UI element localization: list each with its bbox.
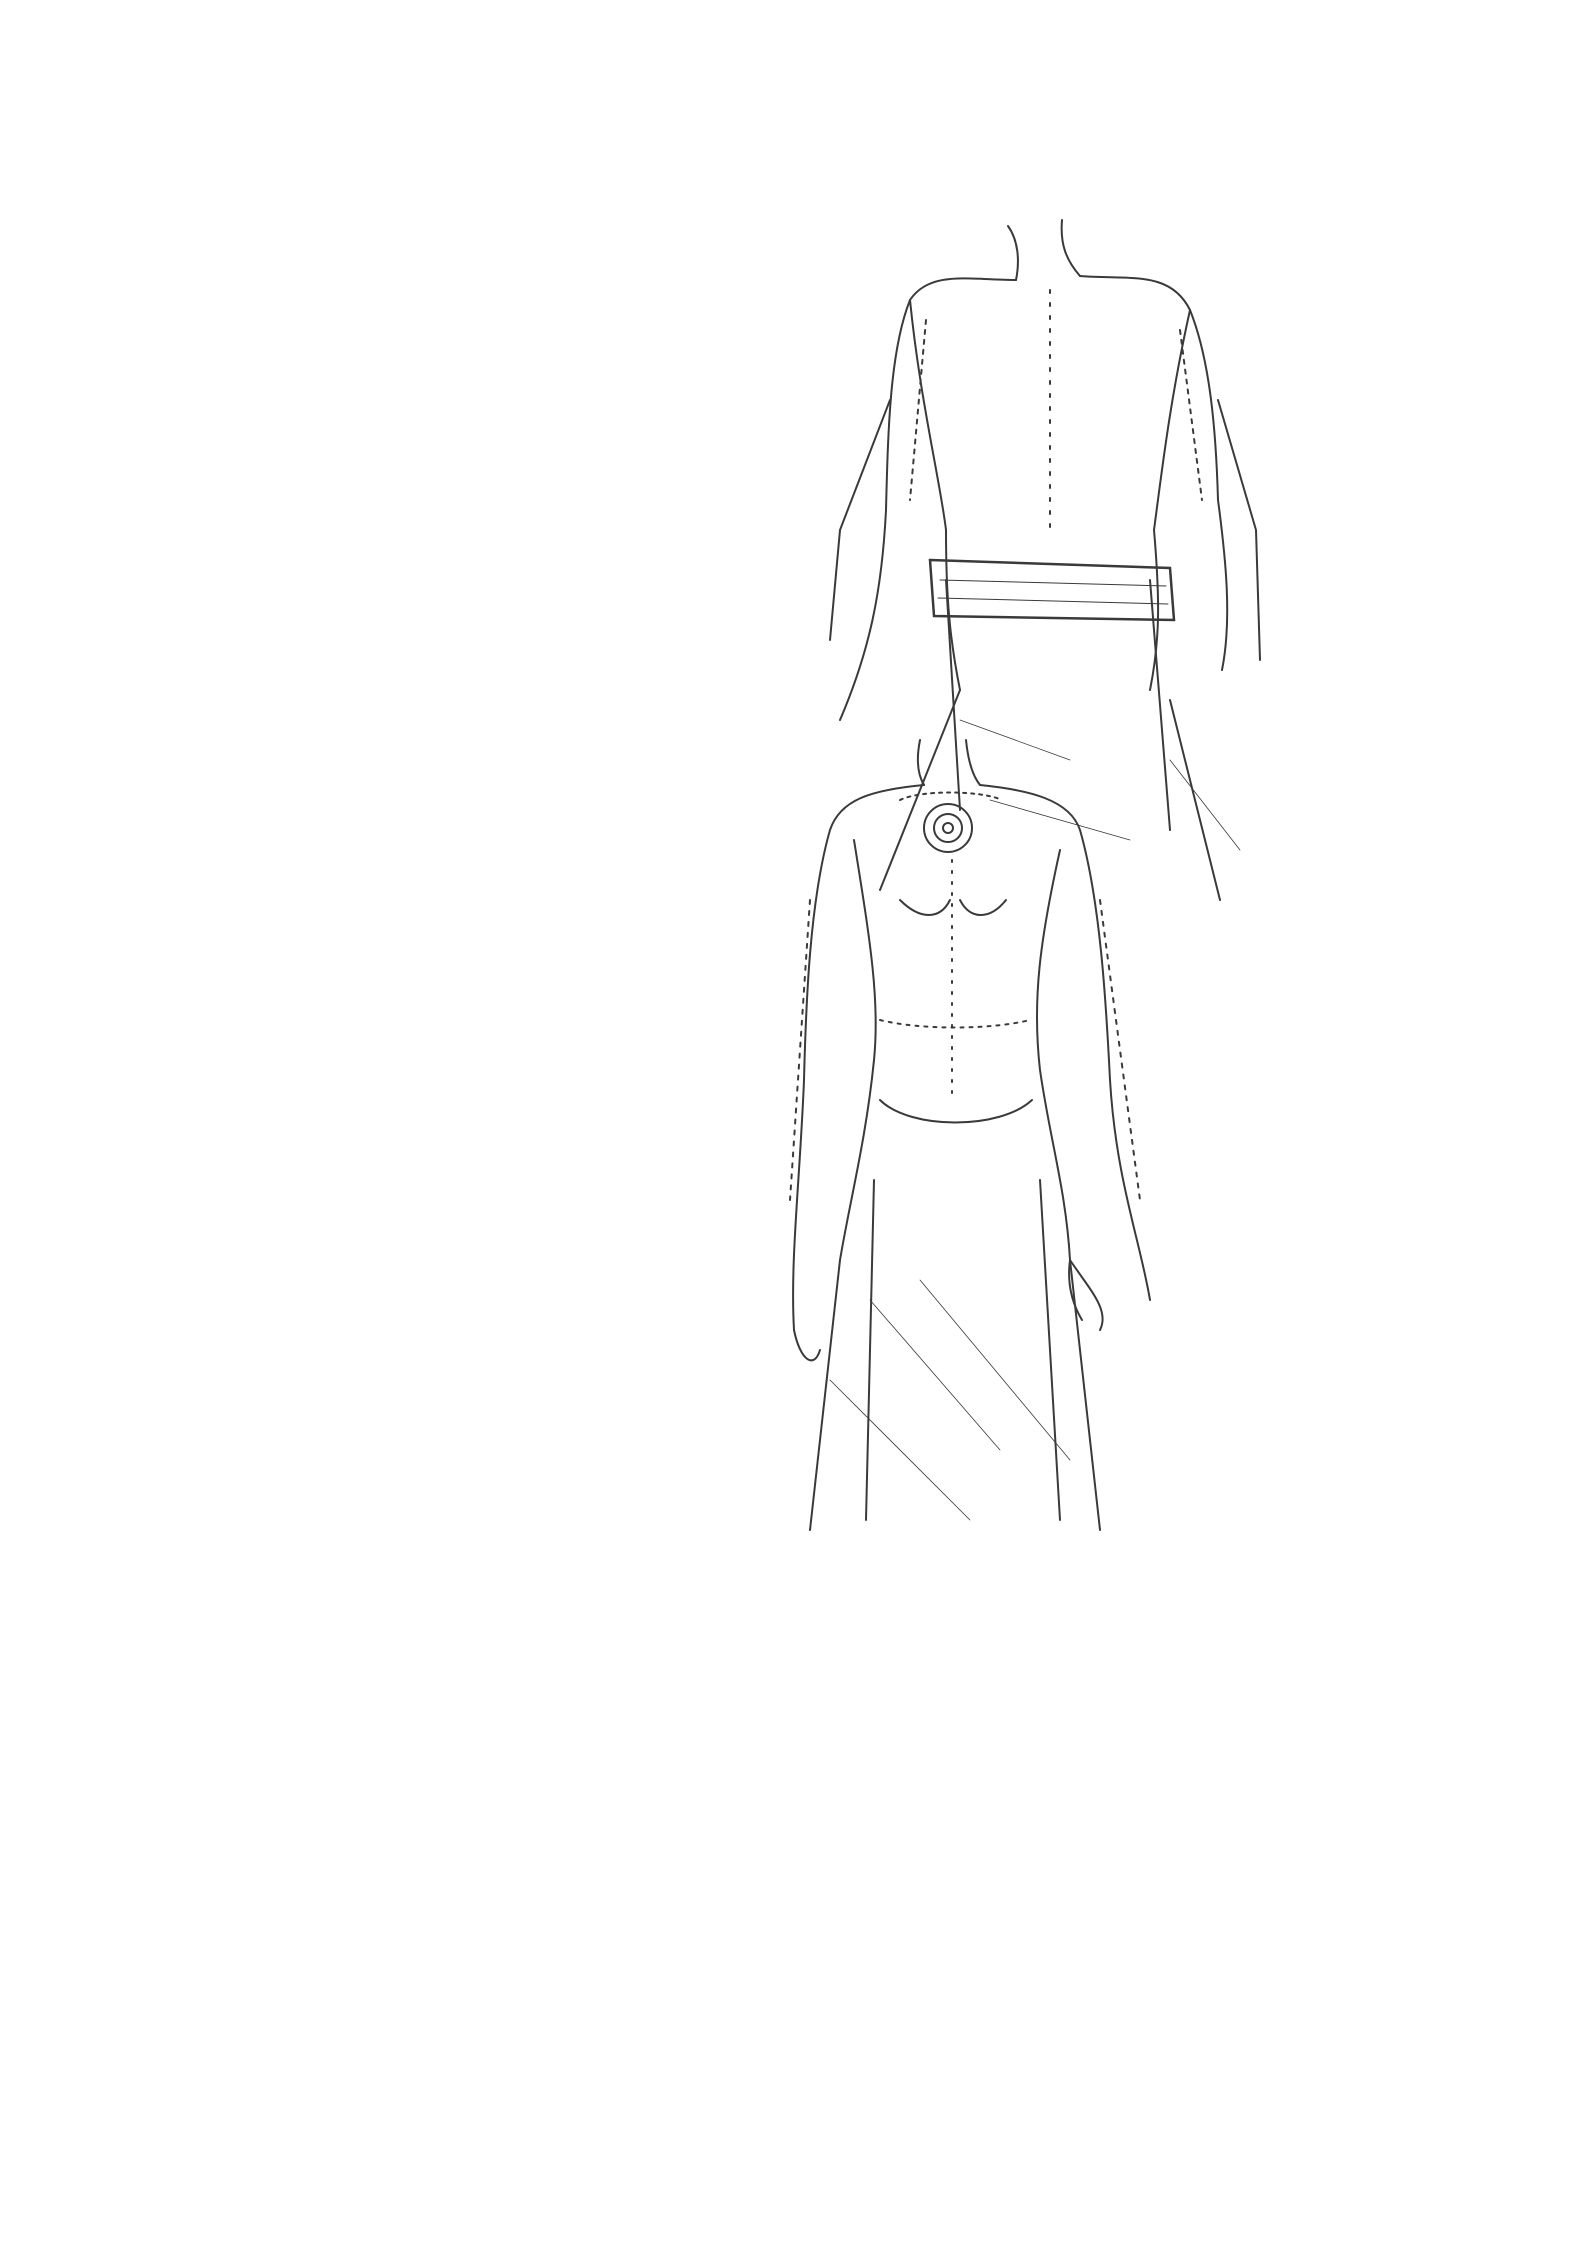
front-view-figure: [790, 740, 1150, 1530]
rune-binding-ledger: [186, 1600, 1406, 2040]
rune-alphabet-table: [193, 531, 671, 1269]
figure-sketch-illustration: [770, 200, 1410, 1540]
